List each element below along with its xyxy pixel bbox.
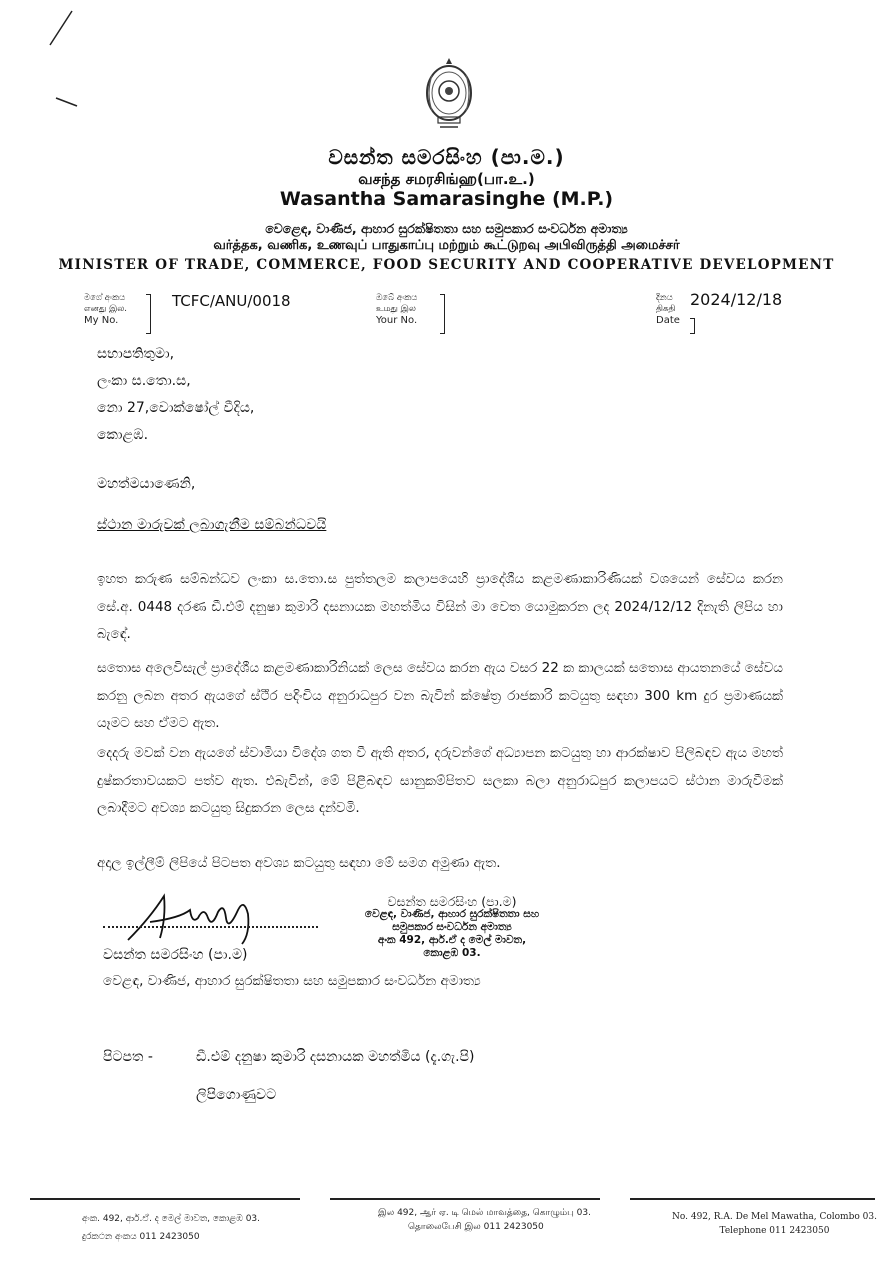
addressee-line: ලංකා ස.තො.ස, <box>97 373 191 389</box>
letterhead-name-tamil: வசந்த சமரசிங்ஹ(பா.உ.) <box>358 170 535 188</box>
signatory-name: වසන්ත සමරසිංහ (පා.ම) <box>103 947 248 963</box>
official-stamp: වසන්ත සමරසිංහ (පා.ම) වෙළඳ, වාණිජ, ආහාර සුරක්ෂිතතා සහ සමුපකාර සංවර්ධන අමාත්‍ය අංක 492, ආර්.ඒ ද මෙල් මාවත, කොළඹ 03. <box>364 894 540 959</box>
my-no-label: මගේ අංකය எனது இல. My No. <box>84 293 127 326</box>
margin-mark <box>20 5 80 115</box>
handwritten-signature <box>120 888 270 948</box>
addressee-line: සභාපතිතුමා, <box>97 346 175 362</box>
footer-tamil: இல 492, ஆர் ஏ. டி மெல் மாவத்தை, கொழும்பு 03. தொலைபேசி இல 011 2423050 <box>378 1208 591 1232</box>
copy-label: පිටපත - <box>103 1049 153 1065</box>
ministry-title-tamil: வர்த்தக, வணிக, உணவுப் பாதுகாப்பு மற்றும் கூட்டுறவு அபிவிருத்தி அமைச்சர் <box>213 238 680 253</box>
addressee-line: කොළඹ. <box>97 427 149 443</box>
ministry-title-sinhala: වෙළෙඳ, වාණිජ, ආහාර සුරක්ෂිතතා සහ සමුපකාර සංවර්ධන අමාත්‍ය <box>265 221 628 236</box>
my-no-value: TCFC/ANU/0018 <box>172 292 291 310</box>
state-emblem-icon <box>418 55 480 135</box>
date-label: දිනය திகதி Date <box>656 293 680 326</box>
copy-recipient: ඩී.එම් දනුෂා කුමාරි දසනායක මහත්මිය (දැ.ගැ.පි) <box>196 1049 475 1065</box>
letterhead-name-english: Wasantha Samarasinghe (M.P.) <box>279 188 614 210</box>
body-paragraph-2: සතොස අලෙවිසැල් ප්‍රාදේශීය කළමණාකාරිනියක් ලෙස සේවය කරන ඇය වසර 22 ක කාලයක් සතොස ආයතනයේ සේවය කරනු ලබන අතර ඇයගේ ස්ථිර පදිංචිය අනුරාධපුර වන බැවින් ක්ෂේත්‍ර රාජකාරි කටයුතු සඳහා 300 km දුර ප්‍රමාණයක් යෑමට සහ ඒමට ඇත. <box>97 660 783 731</box>
my-no-bracket <box>146 294 151 334</box>
subject-line: ස්ථාන මාරුවක් ලබාගැනීම සම්බන්ධවයි <box>97 517 327 533</box>
footer-divider <box>30 1198 300 1200</box>
body-paragraph-3: දෙදරු මවක් වන ඇයගේ ස්වාමියා විදේශ ගත වී ඇති අතර, දරුවන්ගේ අධ්‍යාපන කටයුතු හා ආරක්ෂාව පිලිබඳව ඇය මහත් දුෂ්කරතාවයකට පත්ව ඇත. එබැවින්, මේ පිළිබඳව සානුකම්පිතව සලකා බලා අනුරාධපුර කලාපයට ස්ථාන මාරුවීමක් ලබාදීමට අවශ්‍ය කටයුතු සිදුකරන ලෙස දන්වමි. <box>97 745 783 816</box>
footer-sinhala: අංක. 492, ආර්.ඒ. ද මෙල් මාවත, කොළඹ 03. දුරකථන අංකය 011 2423050 <box>82 1214 261 1242</box>
body-paragraph-4: අදාල ඉල්ලීම් ලිපියේ පිටපත අවශ්‍ය කටයුතු සඳහා මේ සමග අමුණා ඇත. <box>97 855 501 871</box>
copy-file-note: ලිපිගොණුවට <box>196 1087 277 1103</box>
footer-english: No. 492, R.A. De Mel Mawatha, Colombo 03. Telephone 011 2423050 <box>672 1212 877 1236</box>
date-bracket <box>690 318 695 334</box>
your-no-bracket <box>440 294 445 334</box>
salutation: මහත්මයාණෙනි, <box>97 476 196 492</box>
footer-divider <box>630 1198 875 1200</box>
ministry-title-english: MINISTER OF TRADE, COMMERCE, FOOD SECURITY AND COOPERATIVE DEVELOPMENT <box>58 257 835 273</box>
signatory-title: වෙළඳ, වාණිජ, ආහාර සුරක්ෂිතතා සහ සමුපකාර සංවර්ධන අමාත්‍ය <box>103 973 481 989</box>
footer-divider <box>330 1198 600 1200</box>
body-paragraph-1: ඉහත කරුණ සම්බන්ධව ලංකා ස.තො.ස පුත්තලම කලාපයෙහි ප්‍රාදේශීය කළමණාකාරිණියක් වශයෙන් සේවය කරන සේ.අ. 0448 දරණ ඩී.එම් දනුෂා කුමාරි දසනායක මහත්මිය විසින් මා වෙත යොමුකරන ලද 2024/12/12 දිනැති ලිපිය හා බැඳේ. <box>97 571 783 642</box>
addressee-block <box>97 341 254 449</box>
letterhead-name-sinhala: වසන්ත සමරසිංහ (පා.ම.) <box>328 145 565 169</box>
your-no-label: ඔබේ අංකය உமது இல Your No. <box>376 293 418 326</box>
signature-line <box>103 926 318 928</box>
date-value: 2024/12/18 <box>690 290 783 309</box>
addressee-line: නො 27,වොක්ෂෝල් වීදිය, <box>97 400 255 416</box>
